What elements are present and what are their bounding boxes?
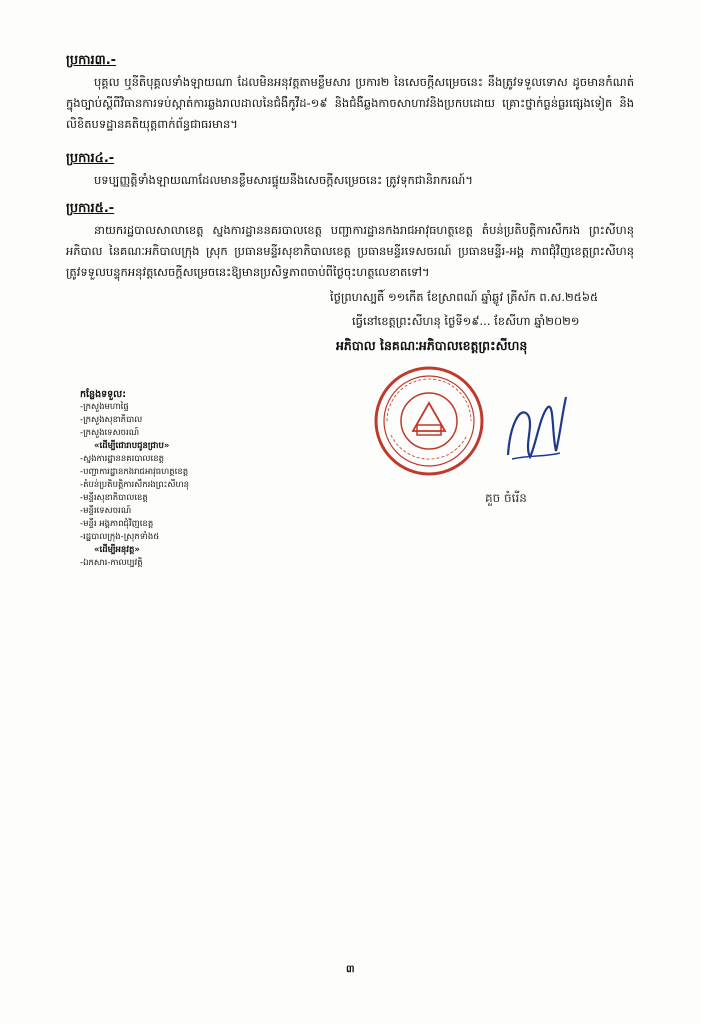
article-4-body: [66, 170, 634, 191]
article-5-heading: ប្រការ៥.-: [66, 201, 115, 216]
article-4-text: បទប្បញ្ញត្តិទាំងឡាយណាដែលមានខ្លឹមសារផ្ទុយនឹងសេចក្តីសម្រេចនេះ ត្រូវទុកជានិរាករណ៍។: [94, 173, 473, 187]
recipient-item: -មន្ទីរសុខាភិបាលខេត្ត: [80, 493, 148, 503]
recipients-list: [80, 388, 189, 570]
article-5-body: [66, 220, 634, 283]
recipients-title: កន្លែងទទួល:: [80, 389, 127, 400]
recipient-item: -ក្រសួងទេសចរណ៍: [80, 428, 140, 438]
recipients-subheading: «ដើម្បីអនុវត្ត»: [94, 545, 140, 555]
article-4-heading: ប្រការ៤.-: [66, 151, 115, 166]
official-seal-icon: [373, 365, 485, 477]
recipient-item: -ស្នងការដ្ឋាននគរបាលខេត្ត: [80, 454, 164, 464]
recipient-item: -បញ្ជាការដ្ឋានកងរាជអាវុធហត្ថខេត្ត: [80, 467, 189, 477]
recipient-item: -មន្ទីរ អង្គភាពជុំវិញខេត្ត: [80, 519, 154, 529]
article-3-text: បុគ្គល ឬនីតិបុគ្គលទាំងឡាយណា ដែលមិនអនុវត្តតាមខ្លឹមសារ ប្រការ២ នៃសេចក្តីសម្រេចនេះ នឹងត្រូវទទួលទោស ដូចមានកំណត់ក្នុងច្បាប់ស្តីពីវិធានការទប់ស្កាត់ការឆ្លងរាលដាលនៃជំងឺកូវីដ-១៩ និងជំងឺឆ្លងកាចសាហាវនិងប្រកបដោយ គ្រោះថ្នាក់ធ្ងន់ធ្ងរផ្សេងទៀត និងលិខិតបទដ្ឋានគតិយុត្តពាក់ព័ន្ធជាធរមាន។: [66, 75, 634, 131]
lunar-date: ថ្ងៃព្រហស្បតិ៍ ១១កើត ខែស្រាពណ៍ ឆ្នាំឆ្លូវ ត្រីស័ក ព.ស.២៥៦៥: [330, 290, 599, 304]
signer-name: គួច ចំរើន: [485, 491, 527, 505]
recipient-item: -មន្ទីរទេសចរណ៍: [80, 506, 132, 516]
recipient-item: -ក្រសួងមហាផ្ទៃ: [80, 402, 129, 412]
article-5-text: នាយករដ្ឋបាលសាលាខេត្ត ស្នងការដ្ឋាននគរបាលខេត្ត បញ្ជាការដ្ឋានកងរាជអាវុធហត្ថខេត្ត តំបន់ប្រតិបត្តិការសឹករង ព្រះសីហនុ អភិបាល នៃគណៈអភិបាលក្រុង ស្រុក ប្រធានមន្ទីរសុខាភិបាលខេត្ត ប្រធានមន្ទីរទេសចរណ៍ ប្រធានមន្ទីរ-អង្គ ភាពជុំវិញខេត្តព្រះសីហនុ ត្រូវទទួលបន្ទុកអនុវត្តសេចក្តីសម្រេចនេះឱ្យមានប្រសិទ្ធភាពចាប់ពីថ្ងៃចុះហត្ថលេខាតទៅ។: [66, 223, 634, 279]
article-3-heading: ប្រការ៣.-: [66, 53, 117, 68]
place-date: ធ្វើនៅខេត្តព្រះសីហនុ ថ្ងៃទី១៩... ខែសីហា ឆ្នាំ២០២១: [352, 314, 580, 328]
recipient-item: -រដ្ឋបាលក្រុង-ស្រុកទាំង៥: [80, 532, 160, 542]
page-number: ៣: [346, 964, 355, 975]
article-3-body: [66, 72, 634, 135]
recipient-item: -តំបន់ប្រតិបត្តិការសឹករងព្រះសីហនុ: [80, 480, 189, 490]
signatory-title: អភិបាល នៃគណៈអភិបាលខេត្តព្រះសីហនុ: [336, 338, 528, 353]
recipient-item: -ឯកសារ-កាលប្បវត្តិ: [80, 558, 143, 568]
recipient-item: -ក្រសួងសុខាភិបាល: [80, 415, 143, 425]
signature-icon: [500, 385, 570, 470]
recipients-subheading: «ដើម្បីជោរាបជូនជ្រាប»: [94, 441, 170, 451]
